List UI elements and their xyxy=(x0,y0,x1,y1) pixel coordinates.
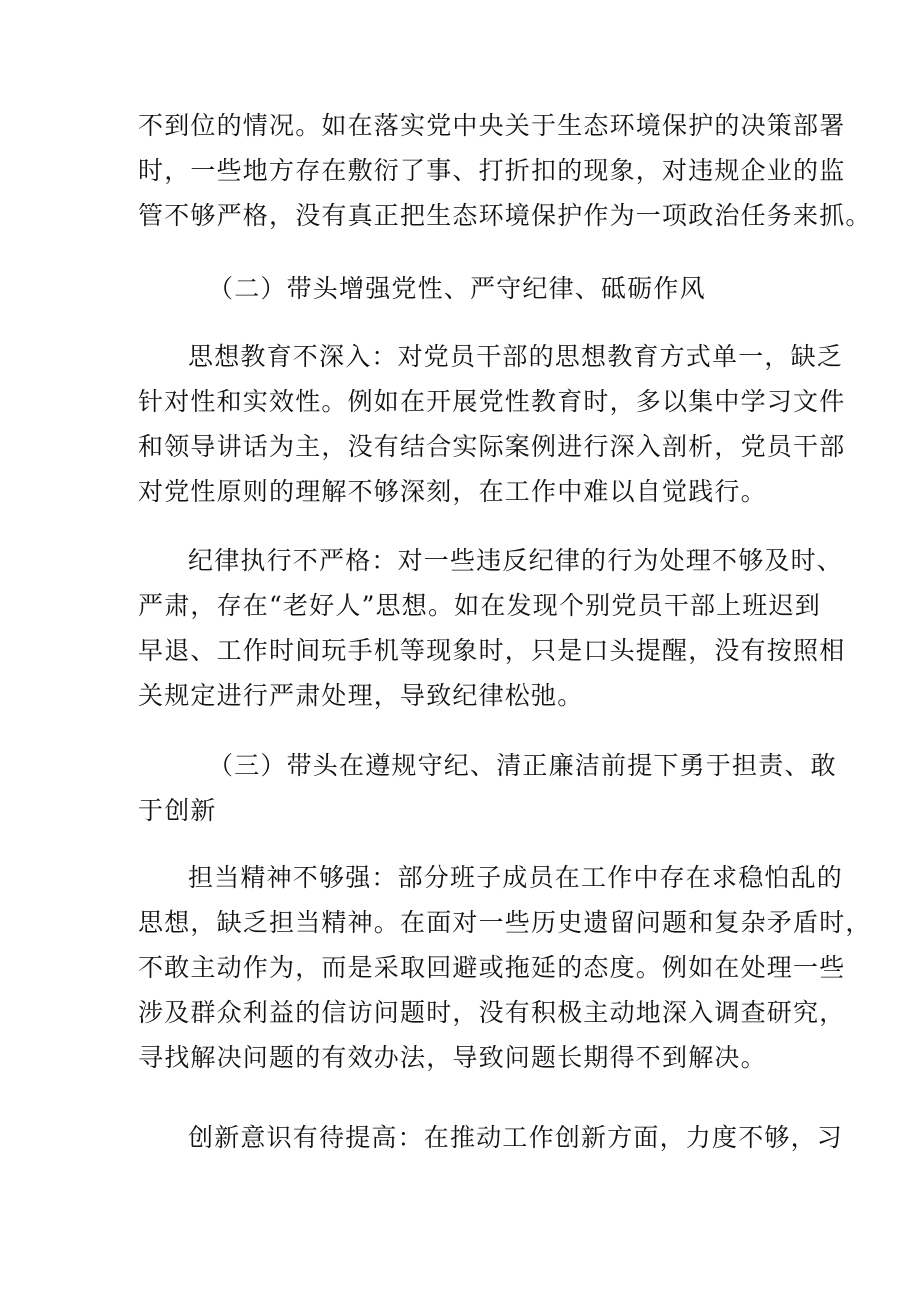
text-line: 不到位的情况。如在落实党中央关于生态环境保护的决策部署 xyxy=(138,111,846,140)
text-line: 寻找解决问题的有效办法，导致问题长期得不到解决。 xyxy=(138,1043,767,1072)
paragraph-continuation xyxy=(138,103,872,238)
text-line: 思想，缺乏担当精神。在面对一些历史遗留问题和复杂矛盾时， xyxy=(138,908,872,937)
text-line: 早退、工作时间玩手机等现象时，只是口头提醒，没有按照相 xyxy=(138,636,846,665)
text-line: 管不够严格，没有真正把生态环境保护作为一项政治任务来抓。 xyxy=(138,201,872,230)
text-line: 关规定进行严肃处理，导致纪律松弛。 xyxy=(138,681,584,710)
text-line: 时，一些地方存在敷衍了事、打折扣的现象，对违规企业的监 xyxy=(138,156,846,185)
text-line: 思想教育不深入：对党员干部的思想教育方式单一，缺乏 xyxy=(188,342,844,371)
text-line: 纪律执行不严格：对一些违反纪律的行为处理不够及时、 xyxy=(188,546,844,575)
paragraph-innovation xyxy=(138,1115,844,1160)
section-heading-2 xyxy=(138,266,818,311)
paragraph-responsibility xyxy=(138,855,872,1080)
paragraph-discipline-enforcement xyxy=(138,538,846,718)
text-line: 涉及群众利益的信访问题时，没有积极主动地深入调查研究， xyxy=(138,998,846,1027)
paragraph-ideological-education xyxy=(138,334,846,514)
text-line: 严肃，存在“老好人”思想。如在发现个别党员干部上班迟到 xyxy=(138,591,821,620)
text-line: 担当精神不够强：部分班子成员在工作中存在求稳怕乱的 xyxy=(188,863,844,892)
text-line: 和领导讲话为主，没有结合实际案例进行深入剖析，党员干部 xyxy=(138,432,846,461)
text-line: 针对性和实效性。例如在开展党性教育时，多以集中学习文件 xyxy=(138,387,846,416)
heading-line: （三）带头在遵规守纪、清正廉洁前提下勇于担责、敢 xyxy=(208,751,837,780)
heading-line: 于创新 xyxy=(138,796,217,825)
heading-line: （二）带头增强党性、严守纪律、砥砺作风 xyxy=(208,274,706,303)
text-line: 创新意识有待提高：在推动工作创新方面，力度不够，习 xyxy=(188,1123,844,1152)
text-line: 不敢主动作为，而是采取回避或拖延的态度。例如在处理一些 xyxy=(138,953,846,982)
text-line: 对党性原则的理解不够深刻，在工作中难以自觉践行。 xyxy=(138,477,767,506)
section-heading-3 xyxy=(138,743,837,833)
